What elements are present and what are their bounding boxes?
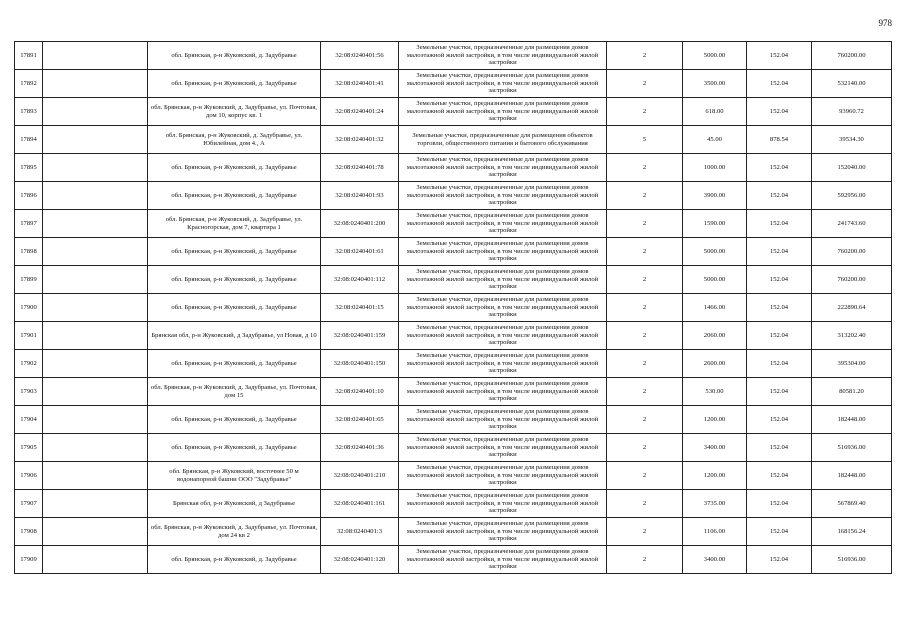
group-cell: 2	[607, 518, 683, 546]
record-number-cell: 17896	[15, 182, 43, 210]
group-cell: 2	[607, 294, 683, 322]
cadastral-value-cell: 80581.20	[812, 378, 892, 406]
address-cell: Брянская обл, р-н Жуковский, д Задубравье, ул Новая, д 10	[148, 322, 321, 350]
record-number-cell: 17898	[15, 238, 43, 266]
address-cell: обл. Брянская, р-н Жуковский, восточнее 50 м водонапорной башни ООО "Задубравье"	[148, 462, 321, 490]
area-cell: 1106.00	[683, 518, 747, 546]
land-use-cell: Земельные участки, предназначенные для размещения домов малоэтажной жилой застройки, в том числе индивидуальной жилой застройки	[399, 98, 607, 126]
area-cell: 2060.00	[683, 322, 747, 350]
blank-cell	[43, 546, 148, 574]
table-row	[15, 462, 892, 490]
area-cell: 3400.00	[683, 434, 747, 462]
area-cell: 1200.00	[683, 462, 747, 490]
area-cell: 3735.00	[683, 490, 747, 518]
area-cell: 1590.00	[683, 210, 747, 238]
cadastral-number-cell: 32:08:0240401:56	[321, 42, 399, 70]
blank-cell	[43, 210, 148, 238]
address-cell: обл. Брянская, р-н Жуковский, д. Задубравье	[148, 70, 321, 98]
group-cell: 5	[607, 126, 683, 154]
blank-cell	[43, 42, 148, 70]
record-number-cell: 17892	[15, 70, 43, 98]
table-row	[15, 126, 892, 154]
table-row	[15, 266, 892, 294]
cadastral-value-cell: 313202.40	[812, 322, 892, 350]
land-use-cell: Земельные участки, предназначенные для размещения домов малоэтажной жилой застройки, в том числе индивидуальной жилой застройки	[399, 210, 607, 238]
cadastral-value-cell: 241743.60	[812, 210, 892, 238]
record-number-cell: 17899	[15, 266, 43, 294]
specific-value-cell: 152.04	[747, 210, 812, 238]
cadastral-value-cell: 532140.00	[812, 70, 892, 98]
record-number-cell: 17895	[15, 154, 43, 182]
cadastral-value-cell: 567869.40	[812, 490, 892, 518]
record-number-cell: 17908	[15, 518, 43, 546]
area-cell: 5000.00	[683, 266, 747, 294]
blank-cell	[43, 266, 148, 294]
address-cell: обл. Брянская, р-н Жуковский, д. Задубравье, ул. Почтовая, дом 10, корпус кв. 1	[148, 98, 321, 126]
table-row	[15, 210, 892, 238]
table-row	[15, 98, 892, 126]
cadastral-registry-table	[14, 41, 892, 574]
table-row	[15, 490, 892, 518]
record-number-cell: 17907	[15, 490, 43, 518]
group-cell: 2	[607, 182, 683, 210]
area-cell: 3500.00	[683, 70, 747, 98]
land-use-cell: Земельные участки, предназначенные для размещения домов малоэтажной жилой застройки, в том числе индивидуальной жилой застройки	[399, 238, 607, 266]
address-cell: обл. Брянская, р-н Жуковский, д. Задубравье	[148, 182, 321, 210]
specific-value-cell: 152.04	[747, 42, 812, 70]
group-cell: 2	[607, 42, 683, 70]
cadastral-number-cell: 32:08:0240401:15	[321, 294, 399, 322]
specific-value-cell: 152.04	[747, 490, 812, 518]
specific-value-cell: 152.04	[747, 406, 812, 434]
cadastral-value-cell: 760200.00	[812, 42, 892, 70]
blank-cell	[43, 462, 148, 490]
cadastral-number-cell: 32:08:0240401:24	[321, 98, 399, 126]
address-cell: обл. Брянская, р-н Жуковский, д. Задубравье	[148, 350, 321, 378]
table-row	[15, 518, 892, 546]
cadastral-number-cell: 32:08:0240401:161	[321, 490, 399, 518]
record-number-cell: 17902	[15, 350, 43, 378]
record-number-cell: 17897	[15, 210, 43, 238]
blank-cell	[43, 350, 148, 378]
cadastral-number-cell: 32:08:0240401:200	[321, 210, 399, 238]
address-cell: обл. Брянская, р-н Жуковский, д. Задубравье	[148, 154, 321, 182]
table-row	[15, 406, 892, 434]
area-cell: 5000.00	[683, 42, 747, 70]
land-use-cell: Земельные участки, предназначенные для размещения домов малоэтажной жилой застройки, в том числе индивидуальной жилой застройки	[399, 462, 607, 490]
group-cell: 2	[607, 406, 683, 434]
record-number-cell: 17901	[15, 322, 43, 350]
land-use-cell: Земельные участки, предназначенные для размещения домов малоэтажной жилой застройки, в том числе индивидуальной жилой застройки	[399, 546, 607, 574]
blank-cell	[43, 322, 148, 350]
group-cell: 2	[607, 546, 683, 574]
table-row	[15, 154, 892, 182]
specific-value-cell: 152.04	[747, 294, 812, 322]
record-number-cell: 17904	[15, 406, 43, 434]
record-number-cell: 17894	[15, 126, 43, 154]
cadastral-value-cell: 93960.72	[812, 98, 892, 126]
table-row	[15, 350, 892, 378]
area-cell: 5000.00	[683, 238, 747, 266]
land-use-cell: Земельные участки, предназначенные для размещения объектов торговли, общественного питания и бытового обслуживания	[399, 126, 607, 154]
group-cell: 2	[607, 434, 683, 462]
group-cell: 2	[607, 98, 683, 126]
specific-value-cell: 152.04	[747, 518, 812, 546]
blank-cell	[43, 294, 148, 322]
area-cell: 1200.00	[683, 406, 747, 434]
address-cell: обл. Брянская, р-н Жуковский, д. Задубравье, ул. Юбилейная, дом 4., А	[148, 126, 321, 154]
cadastral-number-cell: 32:08:0240401:210	[321, 462, 399, 490]
table-row	[15, 546, 892, 574]
cadastral-number-cell: 32:08:0240401:150	[321, 350, 399, 378]
table-row	[15, 294, 892, 322]
land-use-cell: Земельные участки, предназначенные для размещения домов малоэтажной жилой застройки, в том числе индивидуальной жилой застройки	[399, 434, 607, 462]
address-cell: обл. Брянская, р-н Жуковский, д. Задубравье	[148, 266, 321, 294]
area-cell: 618.00	[683, 98, 747, 126]
specific-value-cell: 152.04	[747, 266, 812, 294]
specific-value-cell: 152.04	[747, 434, 812, 462]
page-number: 978	[878, 18, 892, 28]
blank-cell	[43, 434, 148, 462]
address-cell: обл. Брянская, р-н Жуковский, д. Задубравье, ул. Почтовая, дом 15	[148, 378, 321, 406]
table-body	[15, 42, 892, 574]
area-cell: 530.00	[683, 378, 747, 406]
address-cell: обл. Брянская, р-н Жуковский, д. Задубравье	[148, 434, 321, 462]
record-number-cell: 17905	[15, 434, 43, 462]
group-cell: 2	[607, 210, 683, 238]
land-use-cell: Земельные участки, предназначенные для размещения домов малоэтажной жилой застройки, в том числе индивидуальной жилой застройки	[399, 406, 607, 434]
specific-value-cell: 152.04	[747, 154, 812, 182]
group-cell: 2	[607, 490, 683, 518]
blank-cell	[43, 406, 148, 434]
cadastral-value-cell: 182448.00	[812, 406, 892, 434]
record-number-cell: 17900	[15, 294, 43, 322]
specific-value-cell: 152.04	[747, 350, 812, 378]
cadastral-number-cell: 32:08:0240401:93	[321, 182, 399, 210]
address-cell: обл. Брянская, р-н Жуковский, д. Задубравье, ул. Почтовая, дом 24 кв 2	[148, 518, 321, 546]
group-cell: 2	[607, 378, 683, 406]
table-row	[15, 238, 892, 266]
land-use-cell: Земельные участки, предназначенные для размещения домов малоэтажной жилой застройки, в том числе индивидуальной жилой застройки	[399, 490, 607, 518]
table-row	[15, 42, 892, 70]
table-row	[15, 70, 892, 98]
cadastral-number-cell: 32:08:0240401:65	[321, 406, 399, 434]
area-cell: 3900.00	[683, 182, 747, 210]
land-use-cell: Земельные участки, предназначенные для размещения домов малоэтажной жилой застройки, в том числе индивидуальной жилой застройки	[399, 42, 607, 70]
record-number-cell: 17893	[15, 98, 43, 126]
cadastral-value-cell: 395304.00	[812, 350, 892, 378]
area-cell: 1000.00	[683, 154, 747, 182]
area-cell: 1466.00	[683, 294, 747, 322]
cadastral-number-cell: 32:08:0240401:10	[321, 378, 399, 406]
land-use-cell: Земельные участки, предназначенные для размещения домов малоэтажной жилой застройки, в том числе индивидуальной жилой застройки	[399, 266, 607, 294]
record-number-cell: 17909	[15, 546, 43, 574]
cadastral-value-cell: 516936.00	[812, 434, 892, 462]
group-cell: 2	[607, 322, 683, 350]
record-number-cell: 17891	[15, 42, 43, 70]
land-use-cell: Земельные участки, предназначенные для размещения домов малоэтажной жилой застройки, в том числе индивидуальной жилой застройки	[399, 70, 607, 98]
cadastral-number-cell: 32:08:0240401:112	[321, 266, 399, 294]
land-use-cell: Земельные участки, предназначенные для размещения домов малоэтажной жилой застройки, в том числе индивидуальной жилой застройки	[399, 182, 607, 210]
specific-value-cell: 152.04	[747, 70, 812, 98]
cadastral-number-cell: 32:08:0240401:41	[321, 70, 399, 98]
group-cell: 2	[607, 462, 683, 490]
group-cell: 2	[607, 350, 683, 378]
record-number-cell: 17906	[15, 462, 43, 490]
address-cell: обл. Брянская, р-н Жуковский, д. Задубравье	[148, 294, 321, 322]
cadastral-value-cell: 39534.30	[812, 126, 892, 154]
blank-cell	[43, 154, 148, 182]
blank-cell	[43, 70, 148, 98]
area-cell: 45.00	[683, 126, 747, 154]
land-use-cell: Земельные участки, предназначенные для размещения домов малоэтажной жилой застройки, в том числе индивидуальной жилой застройки	[399, 350, 607, 378]
specific-value-cell: 152.04	[747, 182, 812, 210]
blank-cell	[43, 126, 148, 154]
cadastral-number-cell: 32:08:0240401:3	[321, 518, 399, 546]
record-number-cell: 17903	[15, 378, 43, 406]
area-cell: 2600.00	[683, 350, 747, 378]
cadastral-value-cell: 516936.00	[812, 546, 892, 574]
blank-cell	[43, 518, 148, 546]
table-row	[15, 182, 892, 210]
blank-cell	[43, 182, 148, 210]
specific-value-cell: 152.04	[747, 322, 812, 350]
cadastral-number-cell: 32:08:0240401:78	[321, 154, 399, 182]
land-use-cell: Земельные участки, предназначенные для размещения домов малоэтажной жилой застройки, в том числе индивидуальной жилой застройки	[399, 154, 607, 182]
group-cell: 2	[607, 154, 683, 182]
cadastral-number-cell: 32:08:0240401:159	[321, 322, 399, 350]
cadastral-value-cell: 152040.00	[812, 154, 892, 182]
blank-cell	[43, 490, 148, 518]
cadastral-value-cell: 760200.00	[812, 266, 892, 294]
table-row	[15, 434, 892, 462]
cadastral-value-cell: 760200.00	[812, 238, 892, 266]
address-cell: Брянская обл, р-н Жуковский, д Задубравье	[148, 490, 321, 518]
cadastral-value-cell: 168156.24	[812, 518, 892, 546]
cadastral-number-cell: 32:08:0240401:36	[321, 434, 399, 462]
land-use-cell: Земельные участки, предназначенные для размещения домов малоэтажной жилой застройки, в том числе индивидуальной жилой застройки	[399, 378, 607, 406]
blank-cell	[43, 378, 148, 406]
address-cell: обл. Брянская, р-н Жуковский, д. Задубравье, ул. Красногорская, дом 7, квартира 1	[148, 210, 321, 238]
specific-value-cell: 152.04	[747, 546, 812, 574]
area-cell: 3400.00	[683, 546, 747, 574]
group-cell: 2	[607, 70, 683, 98]
blank-cell	[43, 98, 148, 126]
cadastral-number-cell: 32:08:0240401:120	[321, 546, 399, 574]
specific-value-cell: 152.04	[747, 238, 812, 266]
cadastral-value-cell: 222890.64	[812, 294, 892, 322]
address-cell: обл. Брянская, р-н Жуковский, д. Задубравье	[148, 546, 321, 574]
group-cell: 2	[607, 266, 683, 294]
blank-cell	[43, 238, 148, 266]
specific-value-cell: 152.04	[747, 378, 812, 406]
land-use-cell: Земельные участки, предназначенные для размещения домов малоэтажной жилой застройки, в том числе индивидуальной жилой застройки	[399, 518, 607, 546]
cadastral-number-cell: 32:08:0240401:61	[321, 238, 399, 266]
cadastral-value-cell: 182448.00	[812, 462, 892, 490]
table-row	[15, 322, 892, 350]
cadastral-number-cell: 32:08:0240401:32	[321, 126, 399, 154]
specific-value-cell: 152.04	[747, 98, 812, 126]
address-cell: обл. Брянская, р-н Жуковский, д. Задубравье	[148, 42, 321, 70]
cadastral-value-cell: 592956.00	[812, 182, 892, 210]
land-use-cell: Земельные участки, предназначенные для размещения домов малоэтажной жилой застройки, в том числе индивидуальной жилой застройки	[399, 322, 607, 350]
table-row	[15, 378, 892, 406]
group-cell: 2	[607, 238, 683, 266]
address-cell: обл. Брянская, р-н Жуковский, д. Задубравье	[148, 406, 321, 434]
specific-value-cell: 152.04	[747, 462, 812, 490]
land-use-cell: Земельные участки, предназначенные для размещения домов малоэтажной жилой застройки, в том числе индивидуальной жилой застройки	[399, 294, 607, 322]
specific-value-cell: 878.54	[747, 126, 812, 154]
address-cell: обл. Брянская, р-н Жуковский, д. Задубравье	[148, 238, 321, 266]
